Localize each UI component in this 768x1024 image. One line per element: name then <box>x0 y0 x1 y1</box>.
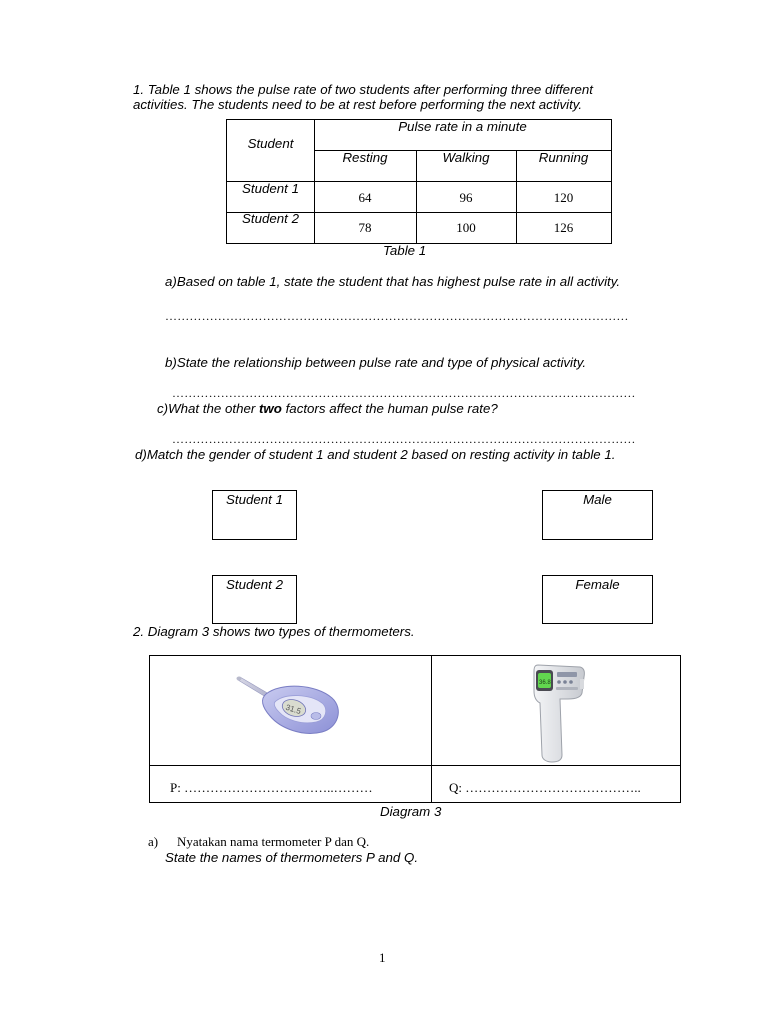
q1-intro-line2: activities. The students need to be at rest before performing the next activity. <box>133 97 583 112</box>
pulse-rate-table <box>226 119 612 244</box>
table-col-running: Running <box>538 150 589 165</box>
match-box-female-label: Female <box>575 577 620 592</box>
match-box-student2[interactable] <box>212 575 297 624</box>
q2a-english: State the names of thermometers P and Q. <box>165 850 419 865</box>
table-col-walking: Walking <box>442 150 490 165</box>
table-header-student: Student <box>247 136 294 151</box>
question-1a: a)Based on table 1, state the student that has highest pulse rate in all activity. <box>165 274 621 289</box>
table-cell: 78 <box>358 220 372 235</box>
q2a-malay: Nyatakan nama termometer P dan Q. <box>177 834 370 849</box>
match-box-male-label: Male <box>583 492 612 507</box>
diagram-caption: Diagram 3 <box>380 804 442 819</box>
diagram-3 <box>149 655 681 803</box>
table-col-resting: Resting <box>342 150 388 165</box>
thermometer-q-label: Q: ………………………………….. <box>449 780 641 795</box>
digital-thermometer-image <box>236 676 342 740</box>
q1-intro-line1: 1. Table 1 shows the pulse rate of two students after performing three different <box>133 82 593 97</box>
page-number: 1 <box>379 950 386 965</box>
match-box-female[interactable] <box>542 575 653 624</box>
question-1b: b)State the relationship between pulse rate and type of physical activity. <box>165 355 587 370</box>
table-cell: 64 <box>358 190 372 205</box>
match-box-student1-label: Student 1 <box>226 492 283 507</box>
question-1c-pre: c)What the other <box>157 401 259 416</box>
q2a-number: a) <box>148 834 159 849</box>
table-cell: 96 <box>459 190 473 205</box>
question-1c-post: factors affect the human pulse rate? <box>281 401 498 416</box>
table-header-pulse-rate: Pulse rate in a minute <box>398 119 527 134</box>
question-1c-bold: two <box>259 401 282 416</box>
question-1d: d)Match the gender of student 1 and student 2 based on resting activity in table 1. <box>135 447 616 462</box>
match-box-student2-label: Student 2 <box>226 577 283 592</box>
infrared-thermometer-reading: 36.8 <box>539 680 551 686</box>
q2-intro: 2. Diagram 3 shows two types of thermometers. <box>133 624 415 639</box>
table-cell: 120 <box>553 190 574 205</box>
table-cell: 126 <box>553 220 574 235</box>
infrared-thermometer-image <box>528 663 588 763</box>
answer-line-1c[interactable]: …………………………………………………………………………………………………… <box>172 432 636 446</box>
match-box-male[interactable] <box>542 490 653 540</box>
table-row-student1-label: Student 1 <box>242 181 299 196</box>
answer-line-1a[interactable]: …………………………………………………………………………………………………… <box>165 309 629 323</box>
table-cell: 100 <box>456 220 476 235</box>
match-box-student1[interactable] <box>212 490 297 540</box>
thermometer-p-label: P: ……………………………..……… <box>170 780 373 795</box>
answer-line-1b[interactable]: …………………………………………………………………………………………………… <box>172 386 636 400</box>
digital-thermometer-reading: 31.5 <box>284 702 303 717</box>
table-row-student2-label: Student 2 <box>242 211 299 226</box>
table-caption: Table 1 <box>383 243 427 258</box>
question-1c <box>157 401 498 416</box>
